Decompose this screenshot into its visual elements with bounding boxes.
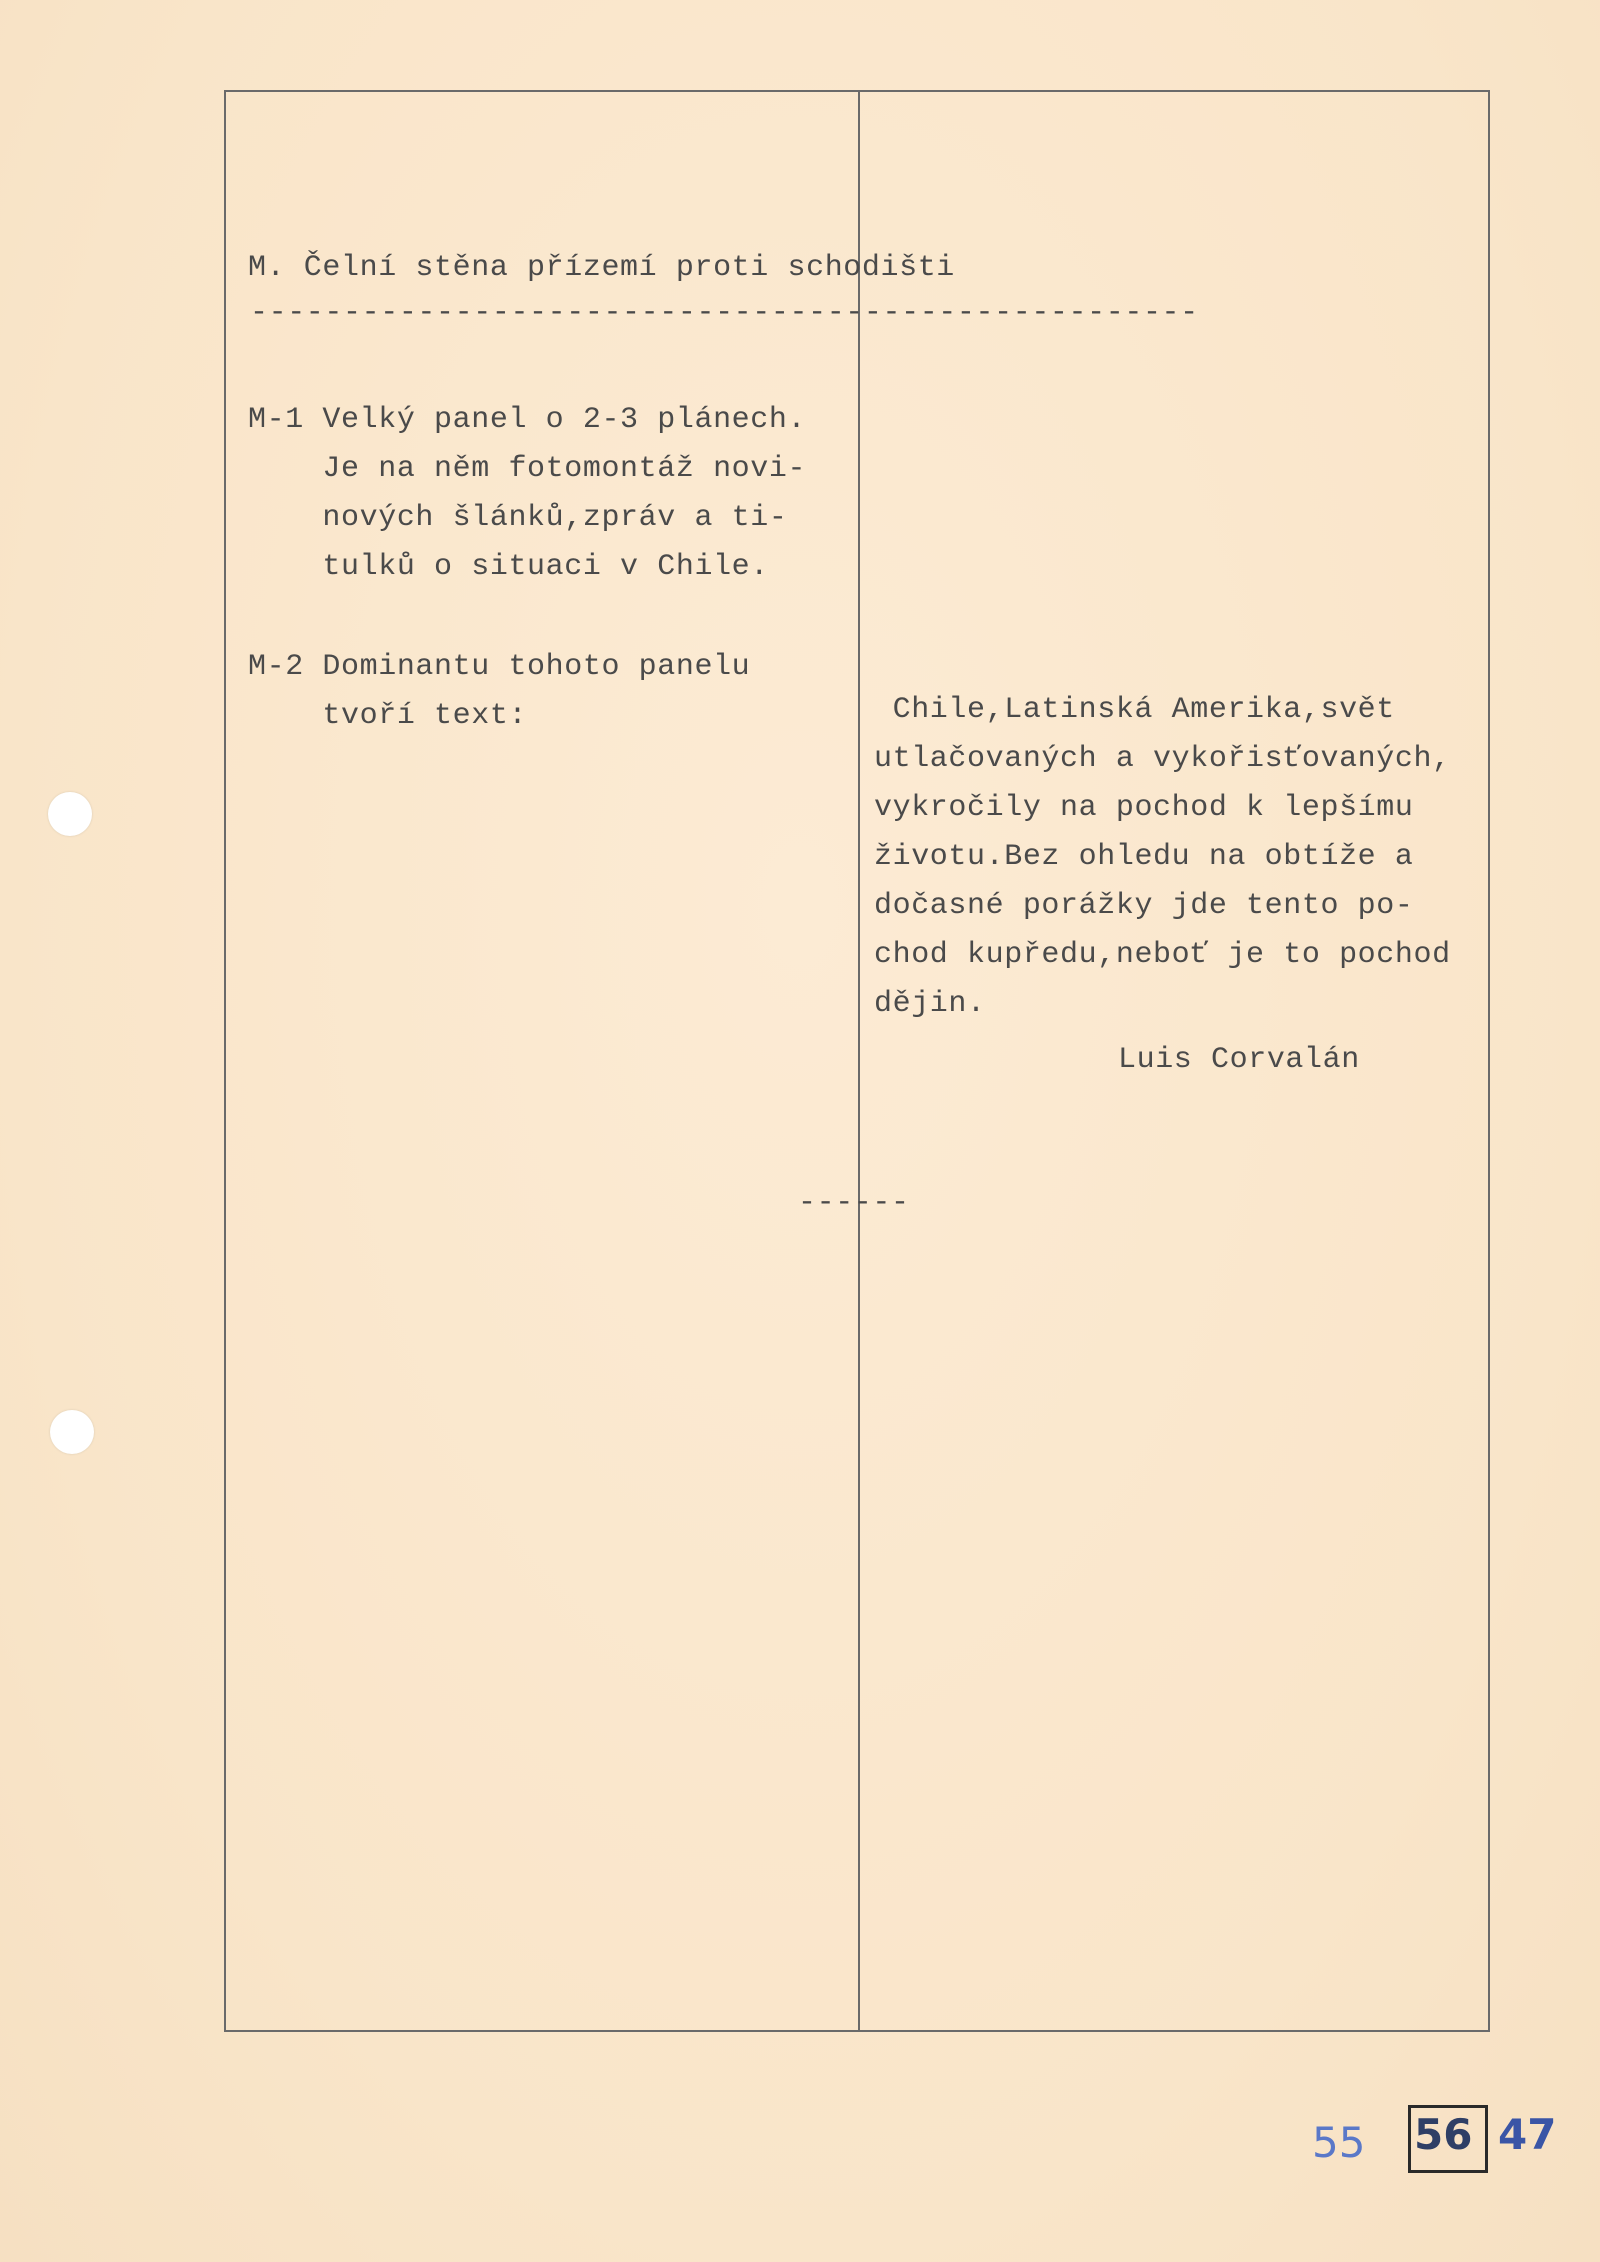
end-mark: ------ (798, 1186, 910, 1220)
section-heading-underline: --------------------------------------------------- (250, 296, 1199, 330)
quote-author: Luis Corvalán (1118, 1043, 1360, 1077)
item-m1-line: nových šlánků,zpráv a ti- (248, 501, 788, 535)
column-divider (858, 90, 860, 2032)
item-m2-line: tvoří text: (248, 699, 528, 733)
quote-line: vykročily na pochod k lepšímu (874, 791, 1414, 825)
quote-line: utlačovaných a vykořisťovaných, (874, 742, 1451, 776)
quote-line: dějin. (874, 987, 986, 1021)
page-number-third: 47 (1498, 2110, 1557, 2159)
item-m1-line: Je na něm fotomontáž novi- (248, 452, 807, 486)
item-m1-line: M-1 Velký panel o 2-3 plánech. (248, 403, 807, 437)
page-number-first: 55 (1312, 2118, 1366, 2167)
page-number-second: 56 (1414, 2110, 1473, 2159)
quote-line: chod kupředu,neboť je to pochod (874, 938, 1451, 972)
punch-hole-upper (48, 792, 92, 836)
section-heading: M. Čelní stěna přízemí proti schodišti (248, 251, 955, 285)
punch-hole-lower (50, 1410, 94, 1454)
item-m1-line: tulků o situaci v Chile. (248, 550, 769, 584)
quote-line: dočasné porážky jde tento po- (874, 889, 1414, 923)
item-m2-line: M-2 Dominantu tohoto panelu (248, 650, 751, 684)
quote-line: Chile,Latinská Amerika,svět (874, 693, 1395, 727)
quote-line: životu.Bez ohledu na obtíže a (874, 840, 1414, 874)
